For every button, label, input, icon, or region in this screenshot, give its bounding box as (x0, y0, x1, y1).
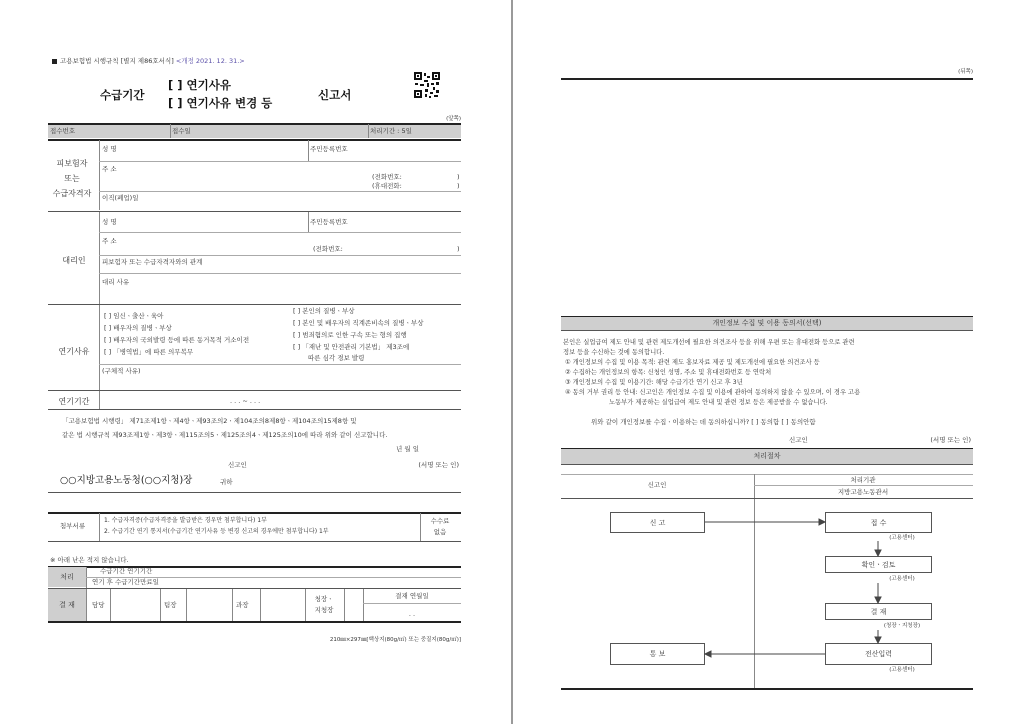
declaration-line-1: 「고용보험법 시행령」 제71조제1항ㆍ제4항ㆍ제93조의2ㆍ제104조의8제8항ㆍ제104조의15제8항 및 (62, 417, 357, 425)
law-reference: 고용보험법 시행규칙 [별지 제86호서식] <개정 2021. 12. 31.> (52, 58, 245, 65)
insured-label-2: 또는 (64, 174, 80, 183)
process-line-1: 수급기간 연기기간 (100, 567, 153, 575)
reason-option-spouse-illness[interactable]: [ ] 배우자의 질병ㆍ부상 (104, 324, 172, 332)
flow-arrows (513, 0, 1024, 724)
flow-step-review: 확인ㆍ검토 (825, 556, 932, 573)
reason-option-military[interactable]: [ ] 「병역법」에 따른 의무복무 (104, 348, 194, 356)
office-use-note: ※ 아래 난은 적지 않습니다. (50, 556, 129, 564)
arrowhead-right-icon (819, 519, 825, 525)
table-top-border (48, 123, 461, 125)
flow-step-approve-sub: (청장ㆍ지청장) (883, 623, 921, 629)
privacy-intro-1: 본인은 실업급여 제도 안내 및 관련 제도개선에 필요한 의견조사 등을 위해 우편 또는 휴대전화 등으로 관련 (563, 339, 855, 346)
arrowhead-down-icon (875, 597, 881, 603)
approval-staff: 담당 (92, 601, 105, 609)
flow-step-receive-sub: (고용센터) (889, 535, 915, 541)
approval-chief-2: 지청장 (314, 606, 334, 614)
arrowhead-down-icon (875, 550, 881, 556)
privacy-item-3: ③ 개인정보의 수집 및 이용기간: 해당 수급기간 연기 신고 후 3년 (565, 379, 743, 386)
insured-rrn-label: 주민등록번호 (310, 145, 348, 153)
front-side-label: (앞쪽) (446, 116, 461, 122)
receipt-date-label: 접수일 (172, 127, 191, 135)
rule (344, 589, 345, 621)
flow-step-receive: 접 수 (825, 512, 932, 533)
rule (368, 124, 369, 138)
rule (48, 304, 461, 305)
insured-name-label: 성 명 (102, 145, 117, 153)
approval-date-value: . . (408, 610, 416, 618)
agent-phone-label: (전화번호: (313, 245, 343, 253)
paper-spec-footer: 210㎜×297㎜[백상지(80g/㎡) 또는 중질지(80g/㎡)] (329, 637, 461, 643)
flow-step-review-sub: (고용센터) (889, 576, 915, 582)
rule (86, 589, 87, 621)
reason-option-disaster-cont: 따른 심각 경보 발령 (308, 354, 365, 362)
agent-name-label: 성 명 (102, 218, 117, 226)
reason-option-disaster[interactable]: [ ] 「재난 및 안전관리 기본법」 제3조에 (293, 343, 410, 351)
privacy-item-4-cont: 노동부가 제공하는 실업급여 제도 안내 및 관련 정보 등은 제공받을 수 없습니다. (609, 399, 828, 406)
approval-label: 결 재 (59, 601, 75, 609)
declaration-date[interactable]: 년 월 일 (396, 445, 419, 453)
flow-step-input-sub: (고용센터) (889, 667, 915, 673)
privacy-reporter-label: 신고인 (789, 436, 808, 444)
rule (99, 232, 461, 233)
rule (48, 409, 461, 410)
process-label: 처리 (60, 573, 74, 581)
reason-option-pregnancy[interactable]: [ ] 임신ㆍ출산ㆍ육아 (104, 312, 164, 320)
sign-label: (서명 또는 인) (418, 461, 459, 469)
rule (99, 305, 100, 390)
arrowhead-left-icon (705, 651, 711, 657)
receipt-number-label: 접수번호 (50, 127, 76, 135)
rule (99, 364, 461, 365)
black-square-icon (52, 59, 57, 64)
rule (363, 603, 461, 604)
reporter-label: 신고인 (228, 461, 247, 469)
approval-date-label: 결재 연월일 (395, 592, 429, 600)
privacy-consent-question[interactable]: 위와 같이 개인정보를 수집ㆍ이용하는 데 동의하십니까? [ ] 동의함 [ ] 동의안함 (591, 418, 816, 426)
agent-relation-label: 피보험자 또는 수급자격자와의 관계 (102, 258, 203, 266)
approval-chief: 청장ㆍ (314, 595, 334, 603)
approval-team-lead: 팀장 (164, 601, 177, 609)
rule (308, 212, 309, 232)
rule (260, 589, 261, 621)
rule (99, 273, 461, 274)
attachment-item-2: 2. 수급기간 연기 통지서(수급기간 연기사유 등 변경 신고의 경우에만 첨부합니다) 1부 (104, 528, 329, 535)
procedure-col-reporter: 신고인 (647, 481, 667, 489)
recipient-honorific: 귀하 (220, 478, 233, 486)
rule (48, 139, 461, 141)
privacy-sign-label: (서명 또는 인) (930, 436, 971, 444)
privacy-intro-2: 정보 등을 수신하는 것에 동의합니다. (563, 349, 665, 356)
rule (99, 140, 100, 210)
rule (99, 391, 100, 409)
recipient-office: ○○지방고용노동청(○○지청)장 (60, 475, 193, 486)
fee-value: 없음 (433, 528, 447, 536)
rule (308, 140, 309, 161)
insured-phone-label: (전화번호: (372, 173, 402, 181)
rule (48, 541, 461, 542)
declaration-line-2: 같은 법 시행규칙 제93조제1항ㆍ제3항ㆍ제115조의5ㆍ제125조의4ㆍ제125조의10에 따라 위와 같이 신고합니다. (62, 431, 388, 439)
procedure-col-agency-name: 지방고용노동관서 (837, 488, 889, 496)
rule (561, 688, 973, 690)
privacy-item-1: ① 개인정보의 수집 및 이용 목적: 관련 제도 홍보자료 제공 및 제도개선에 필요한 의견조사 등 (565, 359, 820, 366)
leave-date-label: 이직(폐업)일 (102, 194, 139, 202)
rule (48, 621, 461, 623)
rule (363, 589, 364, 621)
rule (186, 589, 187, 621)
reason-option-family-illness[interactable]: [ ] 본인 및 배우자의 직계존비속의 질병ㆍ부상 (293, 319, 424, 327)
insured-mobile-label: (휴대전화: (372, 182, 402, 190)
process-line-2: 연기 후 수급기간만료일 (92, 578, 159, 586)
rule (110, 589, 111, 621)
reason-option-detention[interactable]: [ ] 범죄혐의로 인한 구속 또는 형의 집행 (293, 331, 407, 339)
rule (48, 211, 461, 212)
insured-label-1: 피보험자 (56, 159, 88, 168)
privacy-item-4: ④ 동의 거부 권리 등 안내: 신고인은 개인정보 수집 및 이용에 관하여 동의하지 않을 수 있으며, 이 경우 고용 (565, 389, 861, 396)
rule (99, 255, 461, 256)
attachment-item-1: 1. 수급자격증(수급자격증을 발급받은 경우만 첨부합니다) 1부 (104, 517, 267, 524)
close-paren: ) (457, 245, 460, 253)
procedure-col-agency: 처리기관 (850, 476, 876, 484)
rule (305, 589, 306, 621)
agent-address-label: 주 소 (102, 237, 117, 245)
flow-step-notify: 통 보 (610, 643, 705, 665)
rule (232, 589, 233, 621)
close-paren: ) (457, 182, 460, 190)
form-title-report: 신고서 (318, 88, 352, 102)
flow-step-input: 전산입력 (825, 643, 932, 665)
form-page-front (0, 0, 511, 724)
title-option-deferral-reason: [ ] 연기사유 (168, 78, 231, 92)
agent-reason-label: 대리 사유 (102, 278, 130, 286)
form-page-back (513, 0, 1024, 724)
attachments-label: 첨부서류 (60, 522, 86, 530)
rule (160, 589, 161, 621)
flow-step-approve: 결 재 (825, 603, 932, 620)
processing-period-label: 처리기간 : 5일 (370, 127, 412, 135)
reason-option-own-illness[interactable]: [ ] 본인의 질병ㆍ부상 (293, 307, 355, 315)
reason-detail-label: (구체적 사유) (102, 367, 141, 375)
approval-director: 과장 (236, 601, 249, 609)
privacy-title: 개인정보 수집 및 이용 동의서(선택) (712, 319, 822, 327)
agent-rrn-label: 주민등록번호 (310, 218, 348, 226)
close-paren: ) (457, 173, 460, 181)
back-side-label: (뒤쪽) (958, 69, 973, 75)
insured-label-3: 수급자격자 (52, 189, 92, 198)
deferral-reason-label: 연기사유 (58, 347, 90, 356)
rule (48, 390, 461, 391)
flow-step-report: 신 고 (610, 512, 705, 533)
deferral-period-value[interactable]: . . . ~ . . . (230, 397, 261, 405)
rule (99, 212, 100, 304)
rule (170, 124, 171, 138)
reason-option-spouse-overseas[interactable]: [ ] 배우자의 국외발령 등에 따른 동거목적 거소이전 (104, 336, 250, 344)
procedure-title: 처리절차 (753, 452, 781, 460)
arrowhead-down-icon (875, 637, 881, 643)
rule (48, 512, 461, 514)
qr-code-icon (413, 71, 441, 99)
privacy-item-2: ② 수집하는 개인정보의 항목: 신청인 성명, 주소 및 휴대전화번호 등 연락처 (565, 369, 772, 376)
form-title-main: 수급기간 (100, 88, 145, 102)
title-option-change: [ ] 연기사유 변경 등 (168, 96, 273, 110)
rule (48, 492, 461, 493)
rule (99, 191, 461, 192)
revision-date: <개정 2021. 12. 31.> (175, 57, 245, 65)
fee-label: 수수료 (430, 517, 450, 525)
rule (99, 513, 100, 541)
rule (420, 513, 421, 541)
deferral-period-label: 연기기간 (58, 397, 90, 406)
rule (99, 161, 461, 162)
insured-address-label: 주 소 (102, 165, 117, 173)
agent-label: 대리인 (62, 256, 86, 265)
